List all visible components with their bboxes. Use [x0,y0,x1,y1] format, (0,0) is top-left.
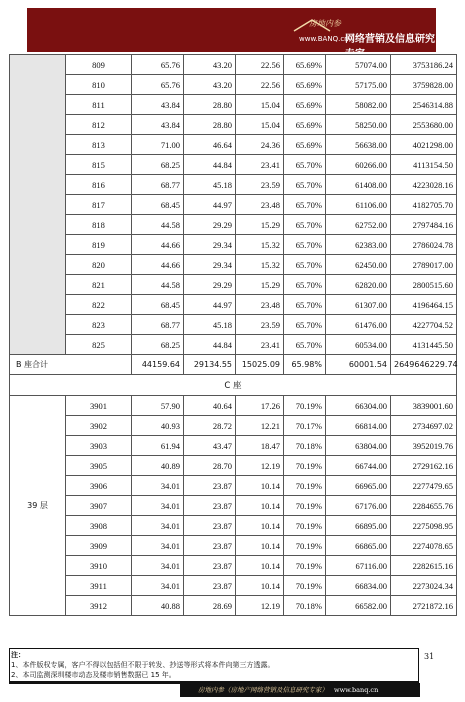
table-row [10,596,457,616]
table-cell: 23.87 [184,516,236,536]
table-cell: 23.87 [184,536,236,556]
footer-notes [11,650,274,680]
table-cell: 44.97 [184,195,236,215]
table-cell: 43.84 [132,115,184,135]
room-number-cell: 3903 [66,436,132,456]
floor-label-cell: 39 层 [10,396,66,616]
table-cell: 24.36 [236,135,284,155]
table-cell: 67116.00 [326,556,391,576]
room-number-cell: 3908 [66,516,132,536]
table-cell: 65.70% [284,155,326,175]
b-total-cell: 15025.09 [236,355,284,375]
table-cell: 44.66 [132,255,184,275]
table-cell: 65.70% [284,215,326,235]
table-cell: 29.34 [184,235,236,255]
table-cell: 23.48 [236,195,284,215]
table-cell: 66965.00 [326,476,391,496]
room-number-cell: 809 [66,55,132,75]
logo-name: 房地内参 [309,19,341,28]
table-row [10,556,457,576]
table-cell: 15.32 [236,235,284,255]
table-cell: 70.19% [284,456,326,476]
table-cell: 43.84 [132,95,184,115]
table-cell: 2282615.16 [391,556,457,576]
table-cell: 44.58 [132,275,184,295]
b-total-cell: 29134.55 [184,355,236,375]
room-number-cell: 3905 [66,456,132,476]
table-cell: 15.32 [236,255,284,275]
c-building-rows [10,396,457,616]
table-cell: 66814.00 [326,416,391,436]
table-cell: 70.19% [284,476,326,496]
table-cell: 10.14 [236,516,284,536]
table-cell: 65.69% [284,115,326,135]
table-cell: 2786024.78 [391,235,457,255]
table-cell: 44.58 [132,215,184,235]
b-building-rows [10,55,457,355]
table-cell: 4021298.00 [391,135,457,155]
b-total-label: B 座合计 [10,355,132,375]
table-row [10,295,457,315]
room-number-cell: 815 [66,155,132,175]
table-cell: 17.26 [236,396,284,416]
header-slogan: 网络营销及信息研究专家 [345,34,435,60]
logo-url: www.BANQ.cn [299,35,349,43]
table-cell: 57074.00 [326,55,391,75]
table-cell: 65.70% [284,315,326,335]
page-header-banner [27,8,436,60]
room-number-cell: 3901 [66,396,132,416]
b-total-cell: 65.98% [284,355,326,375]
table-cell: 62450.00 [326,255,391,275]
table-cell: 65.70% [284,175,326,195]
table-cell: 23.87 [184,556,236,576]
table-row [10,95,457,115]
table-cell: 66895.00 [326,516,391,536]
table-row [10,516,457,536]
table-cell: 2721872.16 [391,596,457,616]
table-cell: 15.04 [236,115,284,135]
table-cell: 65.70% [284,255,326,275]
table-cell: 71.00 [132,135,184,155]
table-cell: 61476.00 [326,315,391,335]
table-cell: 70.19% [284,396,326,416]
table-cell: 68.45 [132,295,184,315]
table-row [10,396,457,416]
table-cell: 58082.00 [326,95,391,115]
table-cell: 70.19% [284,576,326,596]
table-cell: 68.25 [132,155,184,175]
table-cell: 15.29 [236,275,284,295]
table-cell: 65.70% [284,275,326,295]
table-cell: 40.64 [184,396,236,416]
b-total-cell: 44159.64 [132,355,184,375]
footer-brand-name: 房地内参（房地产网络营销及信息研究专家） [198,686,328,694]
table-cell: 23.87 [184,476,236,496]
table-cell: 61408.00 [326,175,391,195]
table-cell: 10.14 [236,536,284,556]
table-cell: 34.01 [132,496,184,516]
b-total-row [10,355,457,375]
table-cell: 65.70% [284,295,326,315]
table-cell: 34.01 [132,536,184,556]
table-row [10,255,457,275]
table-cell: 22.56 [236,55,284,75]
footer-brand-url: www.banq.cn [334,686,379,694]
table-cell: 61106.00 [326,195,391,215]
table-cell: 28.70 [184,456,236,476]
table-cell: 34.01 [132,476,184,496]
room-number-cell: 810 [66,75,132,95]
table-cell: 2553680.00 [391,115,457,135]
table-cell: 34.01 [132,576,184,596]
table-cell: 70.18% [284,436,326,456]
table-cell: 12.19 [236,456,284,476]
table-cell: 61307.00 [326,295,391,315]
table-cell: 65.76 [132,75,184,95]
table-cell: 28.69 [184,596,236,616]
table-cell: 2277479.65 [391,476,457,496]
room-number-cell: 812 [66,115,132,135]
table-row [10,456,457,476]
room-number-cell: 3910 [66,556,132,576]
table-cell: 57175.00 [326,75,391,95]
table-cell: 40.89 [132,456,184,476]
table-row [10,436,457,456]
table-cell: 65.70% [284,335,326,355]
table-cell: 40.88 [132,596,184,616]
room-number-cell: 3907 [66,496,132,516]
table-row [10,416,457,436]
table-cell: 70.19% [284,556,326,576]
table-row [10,115,457,135]
table-cell: 29.34 [184,255,236,275]
table-cell: 44.84 [184,155,236,175]
room-number-cell: 813 [66,135,132,155]
room-number-cell: 819 [66,235,132,255]
table-cell: 70.19% [284,516,326,536]
table-cell: 62383.00 [326,235,391,255]
table-cell: 66304.00 [326,396,391,416]
table-cell: 65.69% [284,135,326,155]
table-cell: 10.14 [236,476,284,496]
c-section-title: C 座 [10,375,457,396]
table-cell: 68.77 [132,315,184,335]
table-cell: 23.41 [236,335,284,355]
table-row [10,175,457,195]
table-row [10,155,457,175]
table-cell: 10.14 [236,576,284,596]
room-number-cell: 3902 [66,416,132,436]
table-cell: 23.48 [236,295,284,315]
table-row [10,235,457,255]
table-row [10,195,457,215]
note-item: 1、本件版权专属，客户不得以包括但不限于转发、抄送等形式将本件向第三方透露。 [11,661,275,669]
table-cell: 66834.00 [326,576,391,596]
room-number-cell: 820 [66,255,132,275]
table-cell: 18.47 [236,436,284,456]
c-section-row [10,375,457,396]
table-cell: 3753186.24 [391,55,457,75]
table-cell: 23.59 [236,175,284,195]
table-cell: 70.17% [284,416,326,436]
table-cell: 3952019.76 [391,436,457,456]
table-row [10,335,457,355]
table-cell: 23.41 [236,155,284,175]
table-cell: 22.56 [236,75,284,95]
table-cell: 4131445.50 [391,335,457,355]
table-cell: 43.47 [184,436,236,456]
table-cell: 4182705.70 [391,195,457,215]
table-cell: 65.76 [132,55,184,75]
price-table [9,54,457,616]
table-cell: 57.90 [132,396,184,416]
table-cell: 62820.00 [326,275,391,295]
table-cell: 68.77 [132,175,184,195]
room-number-cell: 811 [66,95,132,115]
room-number-cell: 818 [66,215,132,235]
table-cell: 65.70% [284,195,326,215]
table-cell: 40.93 [132,416,184,436]
table-cell: 62752.00 [326,215,391,235]
page-number: 31 [424,652,435,661]
table-cell: 2729162.16 [391,456,457,476]
table-cell: 4113154.50 [391,155,457,175]
table-cell: 65.70% [284,235,326,255]
table-cell: 2546314.88 [391,95,457,115]
floor-label-cell [10,55,66,355]
footer-brand [180,683,420,697]
table-cell: 28.80 [184,115,236,135]
table-cell: 46.64 [184,135,236,155]
table-cell: 63804.00 [326,436,391,456]
table-cell: 66582.00 [326,596,391,616]
table-cell: 23.59 [236,315,284,335]
table-row [10,315,457,335]
table-cell: 61.94 [132,436,184,456]
table-cell: 60534.00 [326,335,391,355]
table-cell: 2789017.00 [391,255,457,275]
room-number-cell: 3906 [66,476,132,496]
table-cell: 4227704.52 [391,315,457,335]
table-row [10,75,457,95]
table-cell: 65.69% [284,75,326,95]
table-cell: 43.20 [184,55,236,75]
table-cell: 12.19 [236,596,284,616]
table-cell: 65.69% [284,95,326,115]
table-cell: 68.25 [132,335,184,355]
table-cell: 45.18 [184,315,236,335]
table-cell: 23.87 [184,576,236,596]
table-cell: 28.80 [184,95,236,115]
table-row [10,476,457,496]
room-number-cell: 3912 [66,596,132,616]
table-cell: 45.18 [184,175,236,195]
table-row [10,275,457,295]
table-cell: 4223028.16 [391,175,457,195]
table-cell: 12.21 [236,416,284,436]
table-cell: 43.20 [184,75,236,95]
table-row [10,496,457,516]
table-cell: 66744.00 [326,456,391,476]
table-cell: 10.14 [236,556,284,576]
table-cell: 10.14 [236,496,284,516]
table-cell: 2797484.16 [391,215,457,235]
table-row [10,536,457,556]
table-cell: 44.97 [184,295,236,315]
table-cell: 56638.00 [326,135,391,155]
table-row [10,215,457,235]
table-cell: 34.01 [132,516,184,536]
b-total-cell: 60001.54 [326,355,391,375]
table-cell: 44.84 [184,335,236,355]
table-cell: 2734697.02 [391,416,457,436]
table-cell: 70.19% [284,536,326,556]
table-cell: 29.29 [184,215,236,235]
table-row [10,576,457,596]
note-item: 2、本司监测深圳楼市动态及楼市销售数据已 15 年。 [11,671,176,679]
table-cell: 2274078.65 [391,536,457,556]
table-cell: 28.72 [184,416,236,436]
room-number-cell: 822 [66,295,132,315]
table-cell: 23.87 [184,496,236,516]
table-cell: 58250.00 [326,115,391,135]
table-cell: 67176.00 [326,496,391,516]
table-cell: 2284655.76 [391,496,457,516]
table-row [10,135,457,155]
table-cell: 34.01 [132,556,184,576]
table-cell: 4196464.15 [391,295,457,315]
b-total-cell: 2649646229.74 [391,355,457,375]
table-cell: 68.45 [132,195,184,215]
table-cell: 70.18% [284,596,326,616]
room-number-cell: 816 [66,175,132,195]
room-number-cell: 821 [66,275,132,295]
table-cell: 2273024.34 [391,576,457,596]
table-cell: 44.66 [132,235,184,255]
room-number-cell: 825 [66,335,132,355]
room-number-cell: 3911 [66,576,132,596]
table-cell: 2800515.60 [391,275,457,295]
table-cell: 66865.00 [326,536,391,556]
table-cell: 15.04 [236,95,284,115]
table-cell: 60266.00 [326,155,391,175]
notes-title: 注： [11,651,25,659]
table-cell: 29.29 [184,275,236,295]
table-cell: 70.19% [284,496,326,516]
table-cell: 3759828.00 [391,75,457,95]
table-cell: 3839001.60 [391,396,457,416]
table-row [10,55,457,75]
table-cell: 15.29 [236,215,284,235]
table-cell: 65.69% [284,55,326,75]
room-number-cell: 823 [66,315,132,335]
room-number-cell: 817 [66,195,132,215]
room-number-cell: 3909 [66,536,132,556]
table-cell: 2275098.95 [391,516,457,536]
